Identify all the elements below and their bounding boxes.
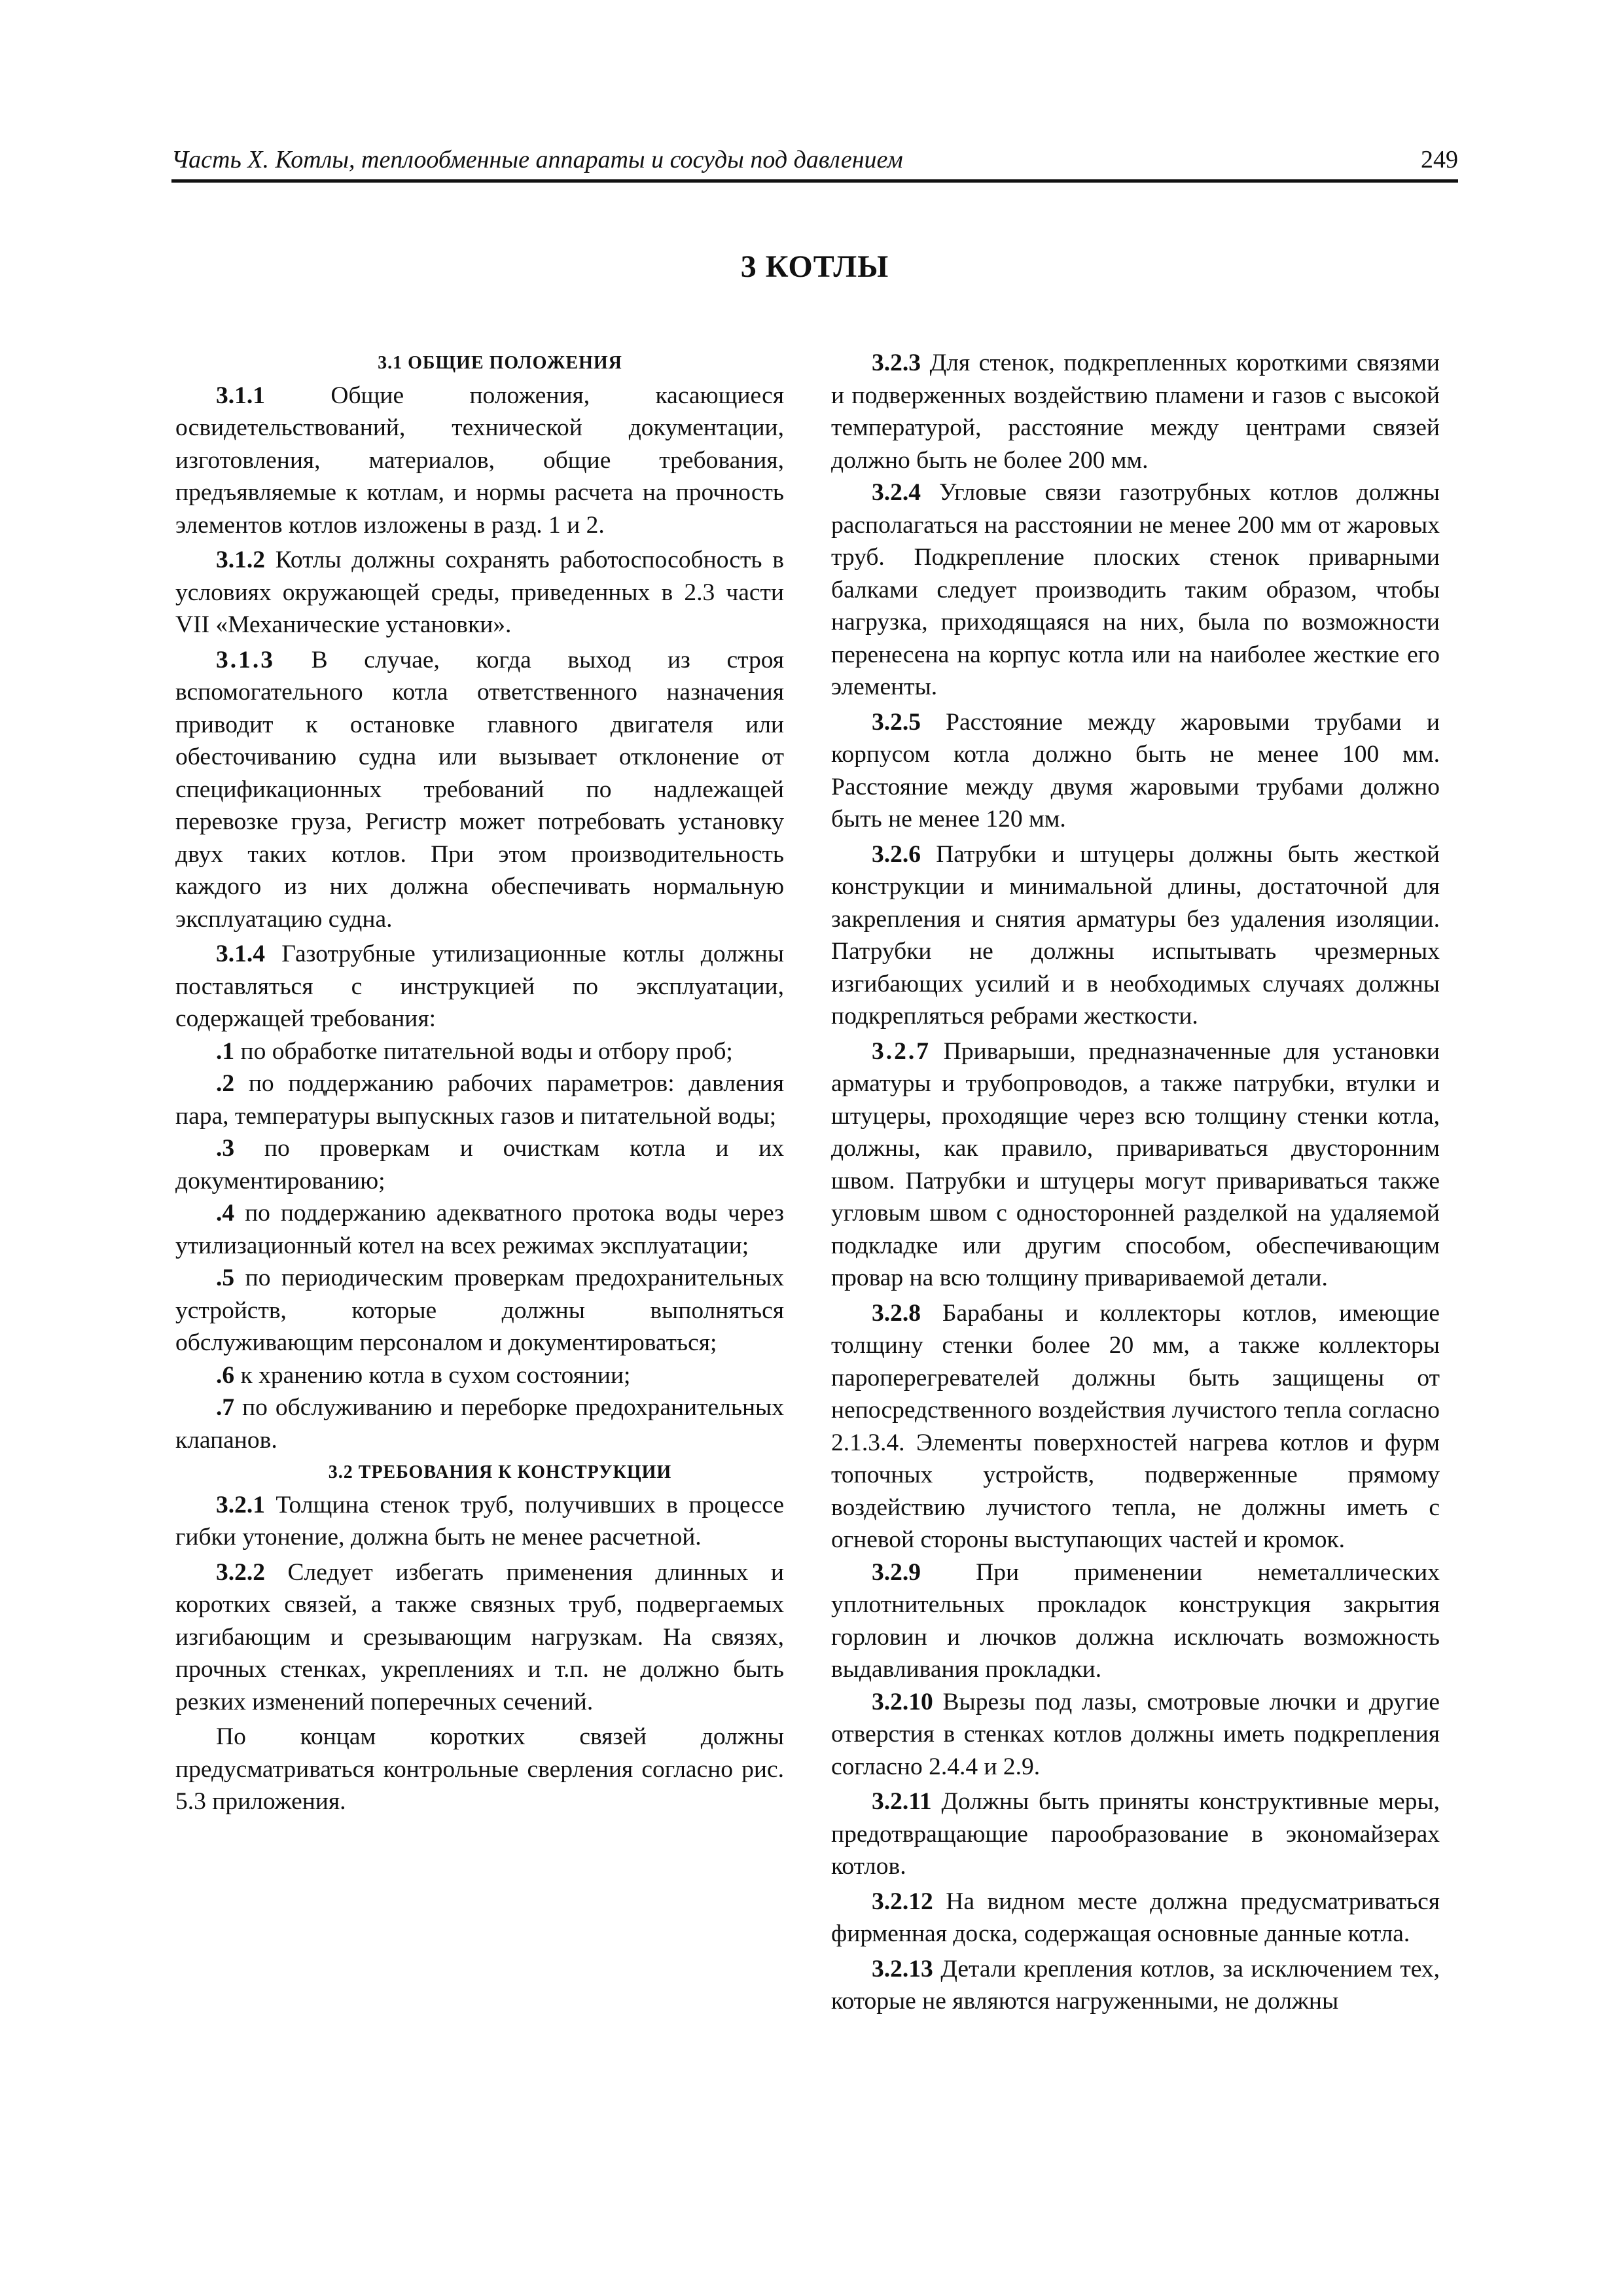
list-item-1	[175, 1035, 784, 1068]
paragraph-3-2-2	[175, 1556, 784, 1719]
clause-text: Общие положения, касающиеся освидетельствований, технической документации, изготовления, материалов, общие требования, предъявляемые к котлам, и нормы расчета на прочность элементов котлов изложены в разд. 1 и 2.	[175, 382, 784, 539]
list-item-5	[175, 1262, 784, 1359]
section-heading-3-2: 3.2 ТРЕБОВАНИЯ К КОНСТРУКЦИИ	[328, 1462, 672, 1482]
section-heading-3-1: 3.1 ОБЩИЕ ПОЛОЖЕНИЯ	[378, 353, 622, 373]
paragraph-3-2-5	[831, 706, 1440, 836]
clause-text: Детали крепления котлов, за исключением тех, которые не являются нагруженными, не должны	[831, 1955, 1440, 2015]
paragraph-3-1-1	[175, 380, 784, 542]
clause-text: Котлы должны сохранять работоспособность в условиях окружающей среды, приведенных в 2.3 части VII «Механические установки».	[175, 547, 784, 638]
item-number: .5	[216, 1265, 235, 1291]
list-item-4	[175, 1197, 784, 1262]
clause-number: 3.2.9	[872, 1558, 921, 1586]
clause-number: 3.2.3	[872, 350, 921, 376]
list-item-7	[175, 1391, 784, 1456]
item-text: по проверкам и очисткам котла и их документированию;	[175, 1135, 784, 1194]
item-text: по поддержанию рабочих параметров: давления пара, температуры выпускных газов и питательной воды;	[175, 1070, 784, 1130]
list-item-3	[175, 1132, 784, 1197]
page-number: 249	[1421, 146, 1458, 173]
clause-number: 3.2.2	[216, 1558, 265, 1586]
right-column	[831, 347, 1440, 2018]
paragraph-3-2-13	[831, 1953, 1440, 2018]
paragraph-3-2-9	[831, 1556, 1440, 1686]
clause-text: Расстояние между жаровыми трубами и корпусом котла должно быть не менее 100 мм. Расстояние между двумя жаровыми трубами должно быть не менее 120 мм.	[831, 708, 1440, 833]
clause-number: 3.2.13	[872, 1955, 933, 1982]
clause-text: Толщина стенок труб, получивших в процессе гибки утонение, должна быть не менее расчетной.	[175, 1491, 784, 1551]
item-number: .6	[216, 1361, 235, 1389]
item-number: .7	[216, 1394, 235, 1421]
clause-number: 3.2.1	[216, 1491, 265, 1518]
clause-text: Газотрубные утилизационные котлы должны поставляться с инструкцией по эксплуатации, содержащей требования:	[175, 941, 784, 1032]
clause-text: Вырезы под лазы, смотровые лючки и другие отверстия в стенках котлов должны иметь подкрепления согласно 2.4.4 и 2.9.	[831, 1688, 1440, 1780]
item-text: по поддержанию адекватного протока воды через утилизационный котел на всех режимах эксплуатации;	[175, 1200, 784, 1259]
paragraph-3-1-3	[175, 644, 784, 936]
list-item-6	[175, 1359, 784, 1392]
paragraph-3-2-1	[175, 1489, 784, 1554]
paragraph-3-2-11	[831, 1785, 1440, 1883]
paragraph-3-2-7	[831, 1035, 1440, 1295]
clause-number: 3.1.2	[216, 547, 265, 573]
clause-text: Для стенок, подкрепленных короткими связями и подверженных воздействию пламени и газов с высокой температурой, расстояние между центрами связей должно быть не более 200 мм.	[831, 350, 1440, 474]
list-item-2	[175, 1067, 784, 1132]
clause-text: Должны быть приняты конструктивные меры, предотвращающие парообразование в экономайзерах котлов.	[831, 1788, 1440, 1880]
clause-number: 3.1.1	[216, 382, 265, 409]
clause-text: Патрубки и штуцеры должны быть жесткой конструкции и минимальной длины, достаточной для закрепления и снятия арматуры без удаления изоляции. Патрубки не должны испытывать чрезмерных изгибающих усилий и в необходимых случаях должны подкрепляться ребрами жесткости.	[831, 840, 1440, 1030]
paragraph-3-2-12	[831, 1886, 1440, 1950]
item-text: по обработке питательной воды и отбору проб;	[240, 1037, 733, 1065]
left-column	[175, 347, 784, 1818]
clause-number: 3.2.10	[872, 1688, 933, 1715]
chapter-title: 3 КОТЛЫ	[740, 249, 889, 284]
clause-text: Приварыши, предназначенные для установки арматуры и трубопроводов, а также патрубки, втулки и штуцеры, проходящие через всю толщину стенки котла, должны, как правило, привариваться двусторонним швом. Патрубки и штуцеры могут привариваться также угловым швом с односторонней разделкой на удаляемой подкладке или другим способом, обеспечивающим провар на всю толщину привариваемой детали.	[831, 1037, 1440, 1291]
paragraph-3-2-8	[831, 1297, 1440, 1556]
clause-text: При применении неметаллических уплотнительных прокладок конструкция закрытия горловин и лючков должна исключать возможность выдавливания прокладки.	[831, 1558, 1440, 1683]
clause-number: 3.2.8	[872, 1299, 921, 1327]
clause-number: 3.2.6	[872, 840, 921, 868]
item-number: .2	[216, 1070, 235, 1097]
clause-text: Угловые связи газотрубных котлов должны располагаться на расстоянии не менее 200 мм от жаровых труб. Подкрепление плоских стенок приварными балками следует производить таким образом, чтобы нагрузка, приходящаяся на них, была по возможности перенесена на корпус котла или на наиболее жесткие его элементы.	[831, 479, 1440, 700]
item-text: по обслуживанию и переборке предохранительных клапанов.	[175, 1394, 784, 1454]
clause-number: 3.1.3	[216, 646, 275, 673]
paragraph-3-2-6	[831, 838, 1440, 1033]
item-number: .4	[216, 1200, 235, 1227]
item-text: по периодическим проверкам предохранительных устройств, которые должны выполняться обслуживающим персоналом и документироваться;	[175, 1265, 784, 1356]
clause-number: 3.2.7	[872, 1037, 931, 1065]
clause-number: 3.2.11	[872, 1788, 932, 1815]
clause-number: 3.2.5	[872, 708, 921, 736]
paragraph-3-1-2	[175, 544, 784, 641]
running-header	[171, 143, 1458, 183]
paragraph-3-1-4	[175, 938, 784, 1035]
clause-number: 3.2.4	[872, 479, 921, 506]
paragraph-3-2-3	[831, 347, 1440, 476]
paragraph-3-2-2-continued: По концам коротких связей должны предусматриваться контрольные сверления согласно рис. 5.3 приложения.	[175, 1723, 784, 1815]
clause-text: Следует избегать применения длинных и коротких связей, а также связных труб, подвергаемых изгибающим и срезывающим нагрузкам. На связях, прочных стенках, укреплениях и т.п. не должно быть резких изменений поперечных сечений.	[175, 1558, 784, 1715]
clause-text: Барабаны и коллекторы котлов, имеющие толщину стенки более 20 мм, а также коллекторы пароперегревателей должны быть защищены от непосредственного воздействия лучистого тепла согласно 2.1.3.4. Элементы поверхностей нагрева котлов и фурм топочных устройств, подверженные прямому воздействию лучистого тепла, не должны иметь с огневой стороны выступающих частей и кромок.	[831, 1299, 1440, 1553]
paragraph-3-2-4	[831, 476, 1440, 704]
clause-text: На видном месте должна предусматриваться фирменная доска, содержащая основные данные котла.	[831, 1888, 1440, 1947]
item-text: к хранению котла в сухом состоянии;	[240, 1361, 631, 1389]
clause-number: 3.1.4	[216, 941, 265, 967]
clause-text: В случае, когда выход из строя вспомогательного котла ответственного назначения приводит к остановке главного двигателя или обесточиванию судна или вызывает отклонение от спецификационных требований по надлежащей перевозке груза, Регистр может потребовать установку двух таких котлов. При этом производительность каждого из них должна обеспечивать нормальную эксплуатацию судна.	[175, 646, 785, 933]
running-header-title: Часть X. Котлы, теплообменные аппараты и сосуды под давлением	[171, 146, 903, 173]
paragraph-3-2-10	[831, 1686, 1440, 1784]
item-number: .3	[216, 1135, 235, 1162]
clause-number: 3.2.12	[872, 1888, 933, 1915]
item-number: .1	[216, 1037, 235, 1065]
